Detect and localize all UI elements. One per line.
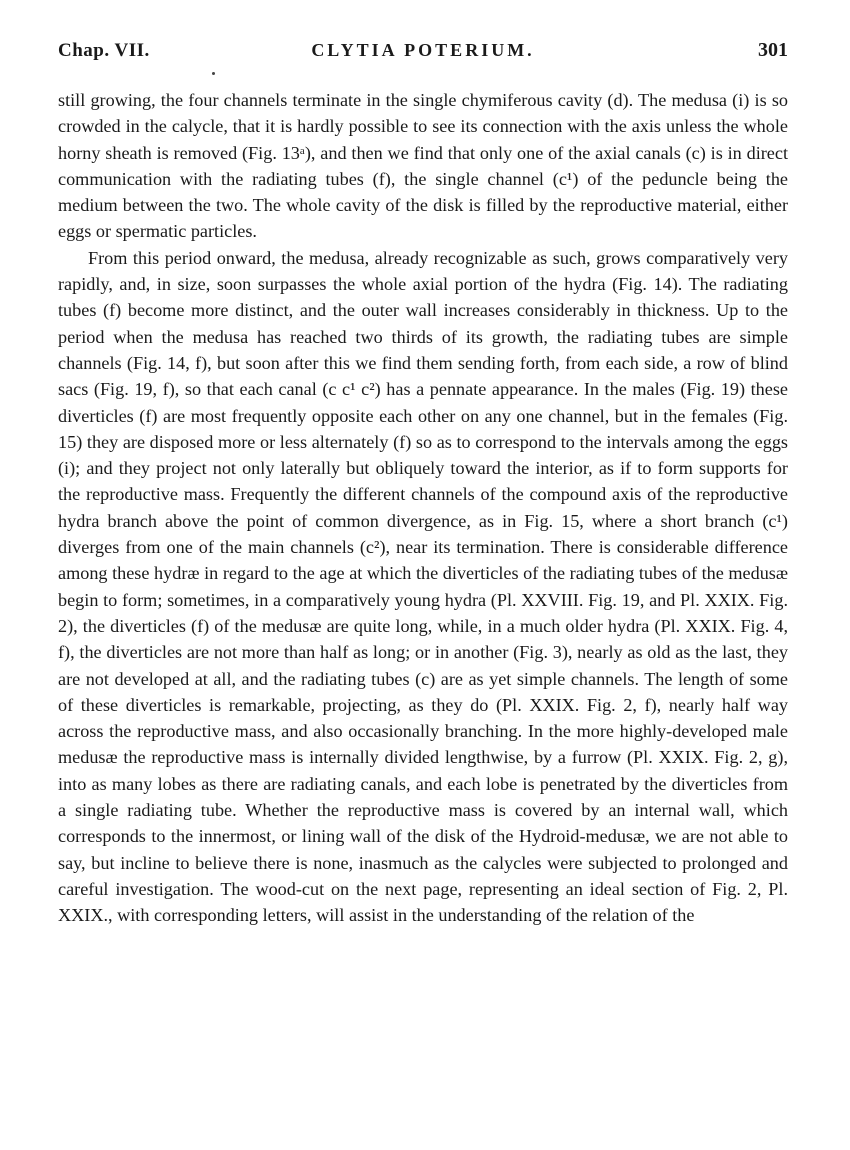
body-text: [58, 87, 788, 929]
book-page: [58, 39, 788, 926]
chapter-label: Chap. VII.: [58, 40, 150, 61]
running-head: [58, 40, 788, 70]
ink-speck: [212, 72, 215, 75]
paragraph-medusa-growth: From this period onward, the medusa, already recognizable as such, grows comparatively very rapidly, and, in size, soon surpasses the whole axial portion of the hydra (Fig. 14). The radiating tubes (f) become more distinct, and the outer wall increases considerably in thickness. Up to the period when the medusa has reached two thirds of its growth, the radiating tubes are simple channels (Fig. 14, f), but soon after this we find them sending forth, from each side, a row of blind sacs (Fig. 19, f), so that each canal (c c¹ c²) has a pennate appearance. In the males (Fig. 19) these diverticles (f) are most frequently opposite each other on any one channel, but in the females (Fig. 15) they are disposed more or less alternately (f) so as to correspond to the intervals among the eggs (i); and they project not only laterally but obliquely toward the interior, as if to form supports for the reproductive mass. Frequently the different channels of the compound axis of the reproductive hydra branch above the point of common divergence, as in Fig. 15, where a short branch (c¹) diverges from one of the main channels (c²), near its termination. There is considerable difference among these hydræ in regard to the age at which the diverticles of the radiating tubes of the medusæ begin to form; sometimes, in a comparatively young hydra (Pl. XXVIII. Fig. 19, and Pl. XXIX. Fig. 2), the diverticles (f) of the medusæ are quite long, while, in a much older hydra (Pl. XXIX. Fig. 4, f), the diverticles are not more than half as long; or in another (Fig. 3), nearly as old as the last, they are not developed at all, and the radiating tubes (c) are as yet simple channels. The length of some of these diverticles is remarkable, projecting, as they do (Pl. XXIX. Fig. 2, f), nearly half way across the reproductive mass, and also occasionally branching. In the more highly-developed male medusæ the reproductive mass is internally divided lengthwise, by a furrow (Pl. XXIX. Fig. 2, g), into as many lobes as there are radiating canals, and each lobe is penetrated by the diverticles from a single radiating tube. Whether the reproductive mass is covered by an internal wall, which corresponds to the innermost, or lining wall of the disk of the Hydroid-medusæ, we are not able to say, but incline to believe there is none, inasmuch as the calycles were subjected to prolonged and careful investigation. The wood-cut on the next page, representing an ideal section of Fig. 2, Pl. XXIX., with corresponding letters, will assist in the understanding of the relation of the: [58, 247, 788, 926]
running-title: CLYTIA POTERIUM.: [311, 40, 535, 60]
page-number: 301: [758, 39, 788, 61]
paragraph-continuation: still growing, the four channels terminate in the single chymiferous cavity (d). The medusa (i) is so crowded in the calycle, that it is hardly possible to see its connection with the axis unless the whole horny sheath is removed (Fig. 13ᵃ), and then we find that only one of the axial canals (c) is in direct communication with the radiating tubes (f), the single channel (c¹) of the peduncle being the medium between the two. The whole cavity of the disk is filled by the reproductive material, either eggs or spermatic particles.: [58, 90, 788, 242]
